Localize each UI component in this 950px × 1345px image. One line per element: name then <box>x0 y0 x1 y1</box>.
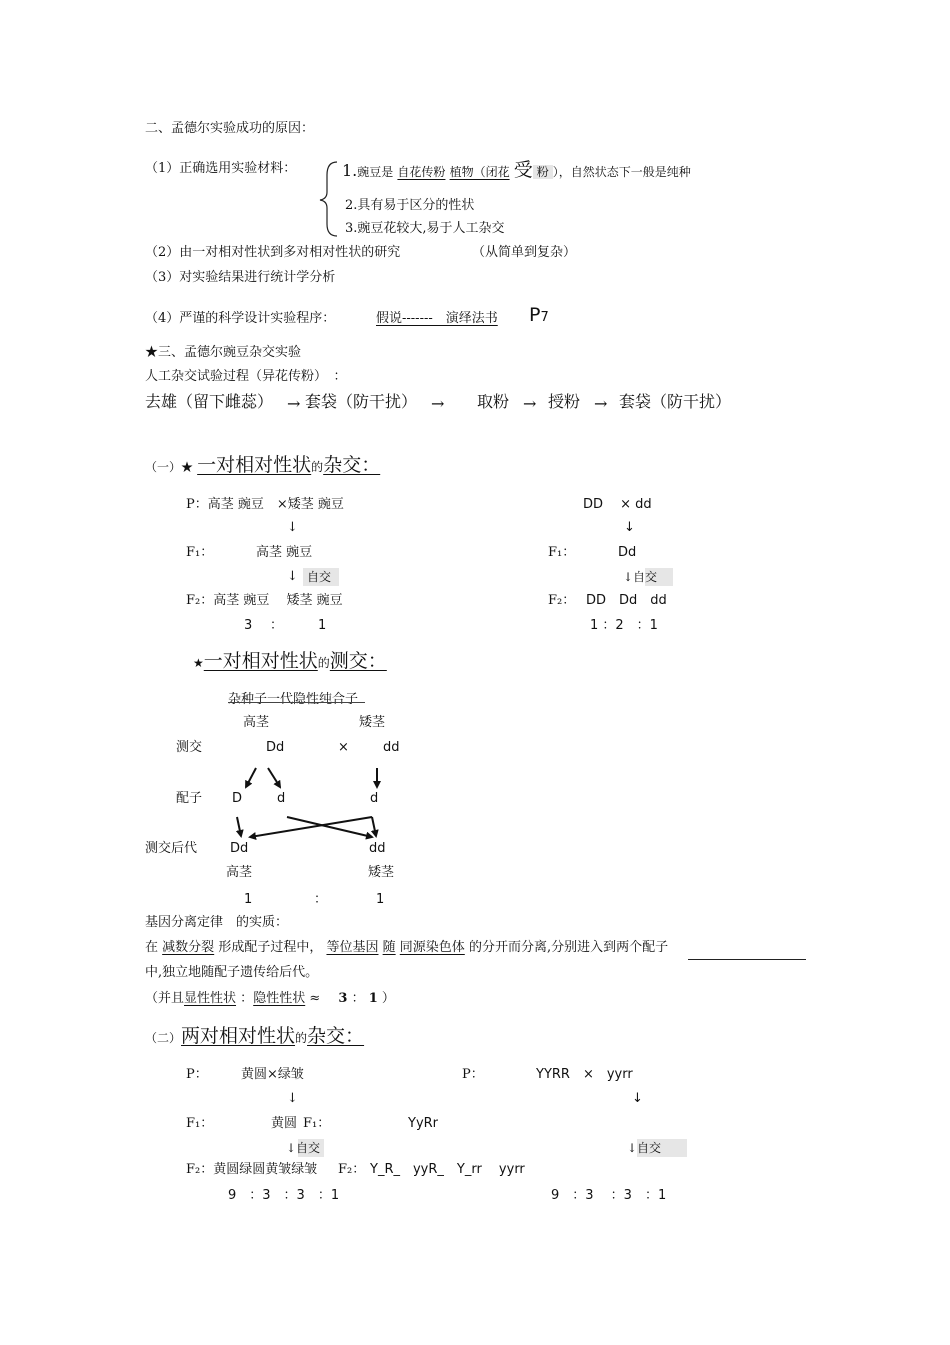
process-step-2: 套袋（防干扰） <box>305 392 418 411</box>
p2-right-f2-value: Y_R_ yyR_ Y_rr yyrr <box>370 1162 525 1177</box>
arrow-d-down <box>372 817 376 836</box>
testcross-top-note: 杂种子一代隐性纯合子 <box>228 692 359 707</box>
segregation-line-1: 在 减数分裂 形成配子过程中， 等位基因 随 同源染色体 的分开而分离,分别进入到两个配子 <box>145 940 669 955</box>
part2-heading: （二）两对相对性状的杂交： <box>145 1025 365 1047</box>
process-step-3: 取粉 <box>477 392 510 411</box>
testcross-short: 矮茎 <box>359 715 386 730</box>
p2-left-ratio: 9 ：3 ：3 ：1 <box>228 1188 340 1203</box>
section2-heading: 二、孟德尔实验成功的原因： <box>145 121 315 136</box>
item2-note: （从简单到复杂） <box>472 245 577 260</box>
p1-left-f2-row: F₂：高茎 豌豆 矮茎 豌豆 <box>186 593 343 608</box>
p1-left-selfing: 自交 <box>303 568 339 586</box>
offspring-Dd: Dd <box>230 841 249 856</box>
p2-left-p-value: 黄圆×绿皱 <box>241 1067 304 1082</box>
process-arrow-2: → <box>431 394 445 413</box>
p1-left-arrow-1: ↓ <box>287 520 298 535</box>
sub-item-2: 2.具有易于区分的性状 <box>345 198 475 213</box>
item1-label: （1）正确选用实验材料： <box>145 161 297 176</box>
offspring-label: 测交后代 <box>145 841 198 856</box>
p2-left-f1-value: 黄圆 <box>271 1116 298 1131</box>
p2-right-p-value: YYRR × yyrr <box>536 1067 633 1082</box>
testcross-cross: × <box>338 740 349 755</box>
gamete-D: D <box>232 791 243 806</box>
testcross-tall: 高茎 <box>243 715 270 730</box>
p2-left-selfing: ↓自交 <box>286 1139 324 1157</box>
process-step-1: 去雄（留下雌蕊） <box>145 392 274 411</box>
p2-right-arrow-1: ↓ <box>632 1091 643 1106</box>
sub-item-1: 1.豌豆是 自花传粉 植物（闭花 受 粉 ），自然状态下一般是纯种 <box>342 159 691 181</box>
p2-right-selfing: ↓自交 <box>627 1139 687 1157</box>
p1-right-f1-label: F₁： <box>548 545 576 560</box>
p2-left-arrow-1: ↓ <box>287 1091 298 1106</box>
testcross-ratio-b: 1 <box>376 892 385 907</box>
segregation-title: 基因分离定律 的实质： <box>145 915 289 930</box>
arrow-cross-left <box>250 817 372 837</box>
p2-right-f1-value: YyRr <box>408 1116 439 1131</box>
p1-right-selfing: ↓自交 <box>623 568 673 586</box>
item3: （3）对实验结果进行统计学分析 <box>145 270 336 285</box>
testcross-ratio-a: 1 <box>244 892 253 907</box>
segregation-line-2: 中,独立地随配子遗传给后代。 <box>145 965 319 980</box>
item4-value: 假说------- 演绎法书 <box>376 311 498 326</box>
arrow-dd-to-D <box>246 768 256 787</box>
section3-heading: ★三、孟德尔豌豆杂交实验 <box>145 345 302 360</box>
sub-item-3: 3.豌豆花较大,易于人工杂交 <box>345 221 505 236</box>
p1-left-f1-value: 高茎 豌豆 <box>256 545 313 560</box>
gamete-label: 配子 <box>176 791 203 806</box>
process-arrow-4: → <box>594 394 608 413</box>
arrow-D-down <box>237 817 241 836</box>
arrow-dd-to-d <box>268 768 280 787</box>
p2-right-f2-label: F₂： <box>338 1162 366 1177</box>
p1-right-ratio: 1 ：2 ：1 <box>590 618 658 633</box>
gamete-d-1: d <box>277 791 286 806</box>
segregation-note: （并且显性性状 ：隐性性状 ≈ 3 ： 1 ） <box>145 991 395 1006</box>
p1-left-arrow-2: ↓ <box>287 569 298 584</box>
p1-left-p-row: P：高茎 豌豆 ×矮茎 豌豆 <box>186 497 344 512</box>
p1-left-ratio-a: 3 <box>244 618 253 633</box>
p2-left-p-label: P： <box>186 1067 208 1082</box>
offspring-tall: 高茎 <box>226 865 253 880</box>
process-step-4: 授粉 <box>548 392 581 411</box>
p1-right-f2-label: F₂： <box>548 593 576 608</box>
p2-right-f1-label: F₁： <box>303 1116 331 1131</box>
p1-right-arrow-1: ↓ <box>624 520 635 535</box>
testcross-heading: ★一对相对性状的测交： <box>193 650 387 672</box>
testcross-row-label: 测交 <box>176 740 203 755</box>
item4-label: （4）严谨的科学设计实验程序： <box>145 311 336 326</box>
testcross-colon: ： <box>314 892 328 907</box>
item4-page: P7 <box>529 304 549 326</box>
process-step-5: 套袋（防干扰） <box>619 392 732 411</box>
item2-label: （2）由一对相对性状到多对相对性状的研究 <box>145 245 401 260</box>
p1-left-f1-label: F₁： <box>186 545 214 560</box>
offspring-dd: dd <box>369 841 386 856</box>
p1-right-p-row: DD × dd <box>583 497 652 512</box>
p2-right-ratio: 9 ：3 ：3 ：1 <box>551 1188 667 1203</box>
process-label: 人工杂交试验过程（异花传粉） ： <box>145 369 347 384</box>
testcross-parent-1: Dd <box>266 740 285 755</box>
process-arrow-3: → <box>523 394 537 413</box>
p2-left-f1-label: F₁： <box>186 1116 214 1131</box>
p2-right-p-label: P： <box>462 1067 484 1082</box>
fill-blank-line <box>688 959 806 960</box>
p1-left-colon: ： <box>270 618 284 633</box>
p1-left-ratio-b: 1 <box>318 618 327 633</box>
testcross-parent-2: dd <box>383 740 400 755</box>
part1-heading: （一）★ 一对相对性状的杂交： <box>145 454 381 476</box>
p1-right-f2-value: DD Dd dd <box>586 593 667 608</box>
gamete-d-2: d <box>370 791 379 806</box>
process-arrow-1: → <box>287 394 301 413</box>
offspring-short: 矮茎 <box>368 865 395 880</box>
p2-left-f2-row: F₂：黄圆绿圆黄皱绿皱 <box>186 1162 318 1177</box>
p1-right-f1-value: Dd <box>618 545 637 560</box>
